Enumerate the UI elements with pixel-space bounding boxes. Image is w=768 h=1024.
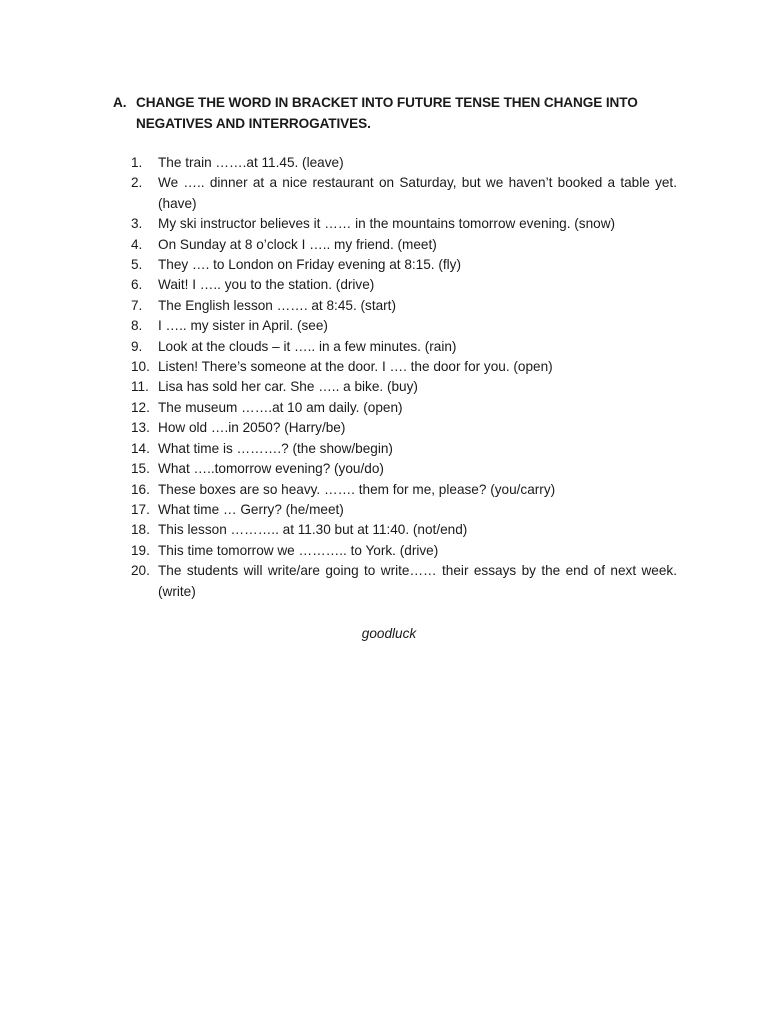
question-item [131,541,677,561]
question-item [131,173,677,214]
question-text: We ….. dinner at a nice restaurant on Saturday, but we haven’t booked a table yet. (have) [158,175,677,211]
question-text: This time tomorrow we ……….. to York. (drive) [158,542,439,558]
question-number: 17. [131,501,150,517]
section-heading [113,92,683,134]
question-text: They …. to London on Friday evening at 8:15. (fly) [158,257,462,273]
question-item [131,337,677,357]
question-text: On Sunday at 8 o’clock I ….. my friend. (meet) [158,236,437,252]
question-text: What time is ……….? (the show/begin) [158,440,393,456]
question-item [131,153,677,173]
question-item [131,520,677,540]
question-number: 3. [131,216,143,232]
question-text: How old ….in 2050? (Harry/be) [158,420,346,436]
question-item [131,480,677,500]
question-item [131,439,677,459]
closing-note: goodluck [361,626,417,641]
question-list [131,153,677,602]
question-text: The students will write/are going to write…… their essays by the end of next week. (write) [158,563,677,599]
question-item [131,459,677,479]
question-item [131,275,677,295]
question-item [131,500,677,520]
question-text: Listen! There’s someone at the door. I …. the door for you. (open) [158,359,553,375]
question-item [131,357,677,377]
question-number: 13. [131,420,150,436]
question-number: 4. [131,236,143,252]
section-marker: A. [113,95,127,110]
question-text: The train …….at 11.45. (leave) [158,155,344,170]
question-text: The English lesson ……. at 8:45. (start) [158,297,396,313]
question-text: These boxes are so heavy. ……. them for me, please? (you/carry) [158,481,556,497]
question-text: Look at the clouds – it ….. in a few minutes. (rain) [158,338,457,354]
question-text: The museum …….at 10 am daily. (open) [158,399,403,415]
question-number: 9. [131,338,143,354]
question-text: My ski instructor believes it …… in the mountains tomorrow evening. (snow) [158,216,616,232]
question-item [131,235,677,255]
question-item [131,255,677,275]
question-number: 19. [131,542,150,558]
question-number: 15. [131,461,150,477]
question-item [131,398,677,418]
question-item [131,377,677,397]
question-number: 7. [131,297,143,313]
question-item [131,214,677,234]
section-instruction: CHANGE THE WORD IN BRACKET INTO FUTURE TENSE THEN CHANGE INTO NEGATIVES AND INTERROGATIVES. [136,95,638,131]
question-number: 14. [131,440,150,456]
question-number: 8. [131,318,143,334]
question-text: Wait! I ….. you to the station. (drive) [158,277,375,293]
question-number: 10. [131,359,150,375]
question-number: 6. [131,277,143,293]
question-item [131,296,677,316]
question-number: 1. [131,155,143,170]
question-number: 5. [131,257,143,273]
question-text: What time … Gerry? (he/meet) [158,501,344,517]
question-text: What …..tomorrow evening? (you/do) [158,461,384,477]
question-item [131,418,677,438]
question-number: 16. [131,481,150,497]
question-text: Lisa has sold her car. She ….. a bike. (buy) [158,379,418,395]
question-text: This lesson ……….. at 11.30 but at 11:40. (not/end) [158,522,468,538]
question-item [131,561,677,602]
question-text: I ….. my sister in April. (see) [158,318,328,334]
question-number: 12. [131,399,150,415]
question-number: 20. [131,563,150,579]
question-number: 11. [131,379,149,395]
question-item [131,316,677,336]
question-number: 18. [131,522,150,538]
question-number: 2. [131,175,143,191]
